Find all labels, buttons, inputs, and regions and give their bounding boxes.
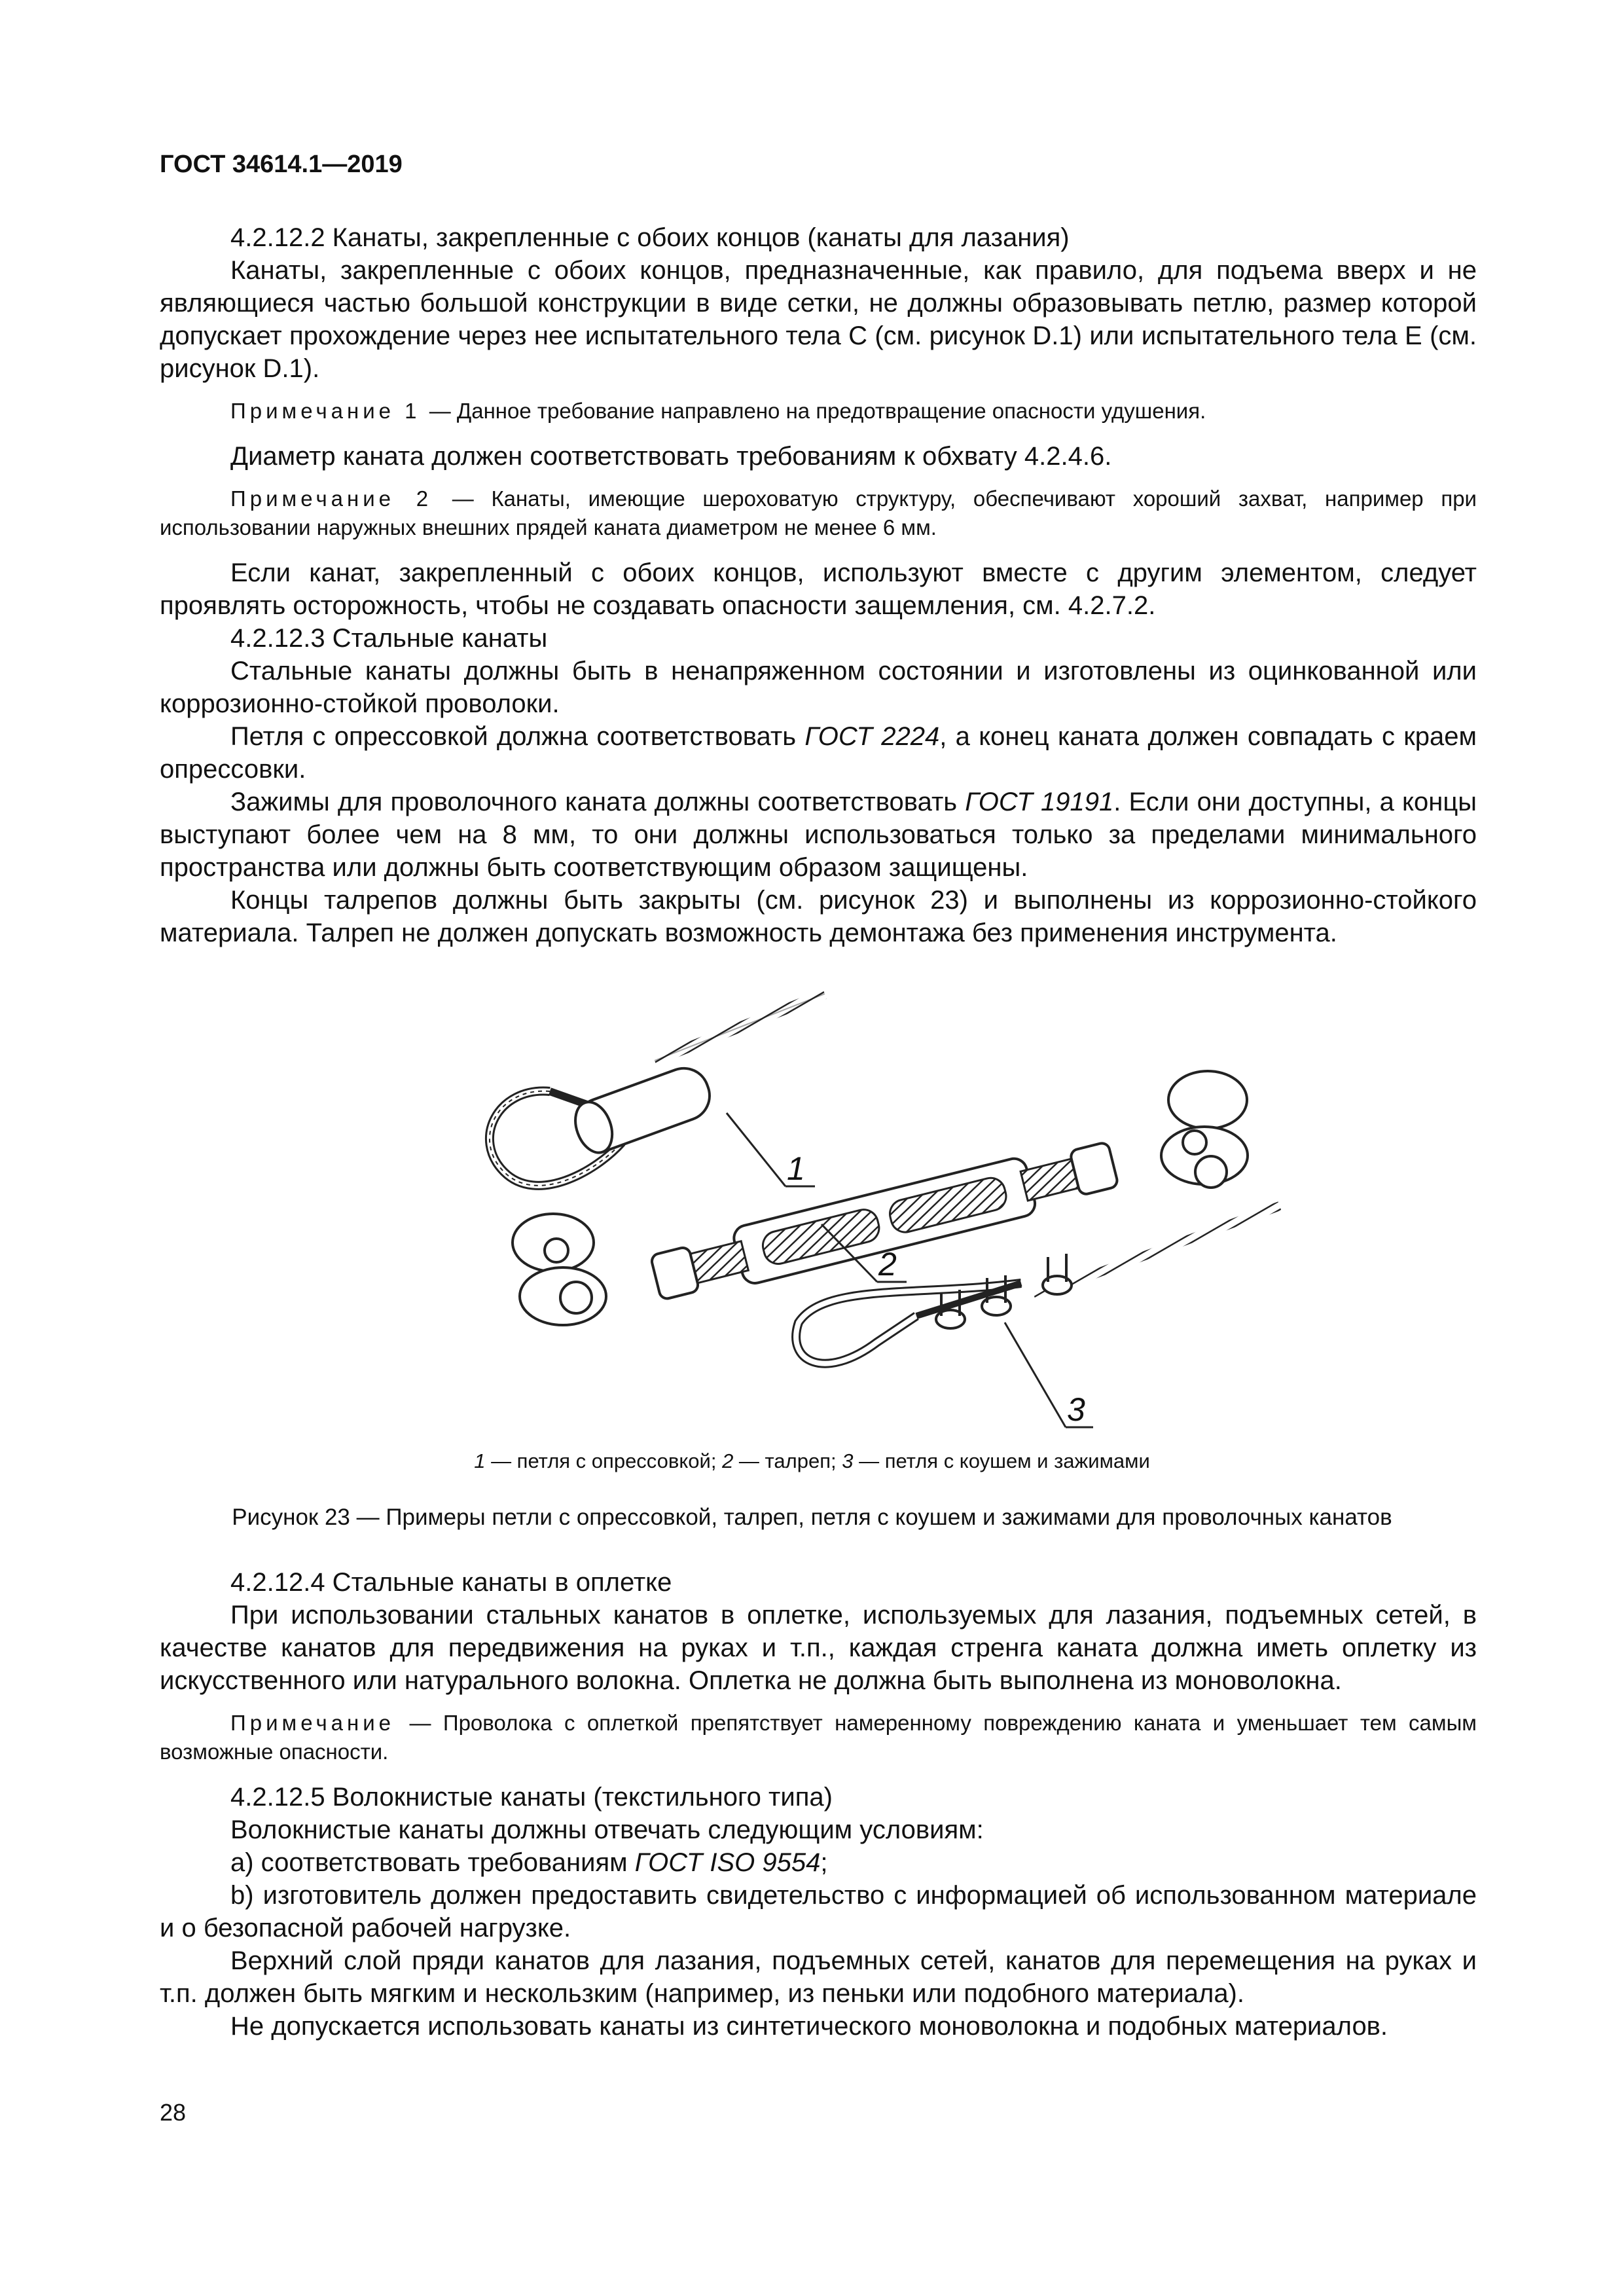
paragraph (160, 786, 1477, 884)
standard-reference: ГОСТ 19191 (965, 788, 1114, 816)
callout-3: 3 (1067, 1391, 1085, 1428)
text: а) соответствовать требованиям (230, 1848, 635, 1877)
note-1 (160, 397, 1477, 426)
standard-header: ГОСТ 34614.1—2019 (160, 151, 403, 178)
note-2 (160, 484, 1477, 542)
standard-reference: ГОСТ ISO 9554 (634, 1848, 821, 1877)
list-item-b: b) изготовитель должен предоставить свидетельство с информацией об использованном материале и о безопасной рабочей нагрузке. (160, 1881, 1477, 1942)
paragraph: Стальные канаты должны быть в ненапряженном состоянии и изготовлены из оцинкованной или коррозионно-стойкой проволоки. (160, 657, 1477, 718)
list-item-a (160, 1846, 1477, 1879)
paragraph: Если канат, закрепленный с обоих концов, используют вместе с другим элементом, следует проявлять осторожность, чтобы не создавать опасности защемления, см. 4.2.7.2. (160, 558, 1477, 620)
heading-4-2-12-4: 4.2.12.4 Стальные канаты в оплетке (230, 1568, 672, 1597)
paragraph: Волокнистые канаты должны отвечать следующим условиям: (230, 1815, 984, 1844)
text: , а конец каната должен совпадать с краем опрессовки. (160, 722, 1477, 784)
page-number: 28 (160, 2099, 187, 2126)
text: ; (820, 1848, 828, 1877)
heading-4-2-12-3: 4.2.12.3 Стальные канаты (230, 624, 548, 653)
pressed-loop-drawing (490, 994, 825, 1187)
standard-reference: ГОСТ 2224 (804, 722, 940, 751)
paragraph: Концы талрепов должны быть закрыты (см. рисунок 23) и выполнены из коррозионно-стойкого материала. Талреп не должен допускать возможность демонтажа без применения инструмента. (160, 886, 1477, 947)
text: Петля с опрессовкой должна соответствовать (230, 722, 805, 751)
figure-legend (0, 1449, 1624, 1473)
note-text: — Данное требование направлено на предотвращение опасности удушения. (423, 399, 1206, 423)
paragraph: Канаты, закрепленные с обоих концов, предназначенные, как правило, для подъема вверх и не являющиеся частью большой конструкции в виде сетки, не должны образовывать петлю, размер которой допускает прохождение через нее испытательного тела С (см. рисунок D.1) или испытательного тела Е (см. рисунок D.1). (160, 256, 1477, 383)
heading-4-2-12-5: 4.2.12.5 Волокнистые канаты (текстильного типа) (230, 1783, 833, 1812)
callout-2: 2 (878, 1246, 897, 1283)
legend-num: 1 (474, 1449, 486, 1472)
legend-text: — петля с коушем и зажимами (853, 1449, 1150, 1472)
paragraph: Не допускается использовать канаты из синтетического моноволокна и подобных материалов. (230, 2012, 1388, 2041)
section-b (160, 1566, 1477, 2043)
paragraph: При использовании стальных канатов в оплетке, используемых для лазания, подъемных сетей, в качестве канатов для передвижения на руках и т.п., каждая стренга каната должна иметь оплетку из искусственного или натурального волокна. Оплетка не должна быть выполнена из моноволокна. (160, 1601, 1477, 1695)
note-label: Примечание 1 (230, 399, 421, 423)
heading-4-2-12-2: 4.2.12.2 Канаты, закрепленные с обоих концов (канаты для лазания) (230, 223, 1070, 252)
legend-text: — талреп; (733, 1449, 842, 1472)
legend-num: 2 (722, 1449, 734, 1472)
note-label: Примечание 2 (230, 486, 433, 511)
paragraph: Диаметр каната должен соответствовать требованиям к обхвату 4.2.4.6. (230, 442, 1112, 471)
note-3 (160, 1709, 1477, 1766)
text: Зажимы для проволочного каната должны соответствовать (230, 788, 965, 816)
paragraph (160, 720, 1477, 786)
figure-23-illustration (458, 975, 1309, 1473)
legend-num: 3 (842, 1449, 854, 1472)
note-text: — Проволока с оплеткой препятствует намеренному повреждению каната и уменьшает тем самым возможные опасности. (160, 1711, 1477, 1764)
note-label: Примечание (230, 1711, 395, 1735)
section-a (160, 221, 1477, 949)
text: . Если они доступны, а концы выступают более чем на 8 мм, то они должны использоваться только за пределами минимального пространства или должны быть соответствующим образом защищены. (160, 788, 1477, 882)
figure-caption: Рисунок 23 — Примеры петли с опрессовкой, талреп, петля с коушем и зажимами для проволочных канатов (232, 1504, 1392, 1530)
paragraph: Верхний слой пряди канатов для лазания, подъемных сетей, канатов для перемещения на руках и т.п. должен быть мягким и нескользким (например, из пеньки или подобного материала). (160, 1946, 1477, 2008)
callout-1: 1 (787, 1150, 805, 1187)
legend-text: — петля с опрессовкой; (485, 1449, 723, 1472)
note-text: — Канаты, имеющие шероховатую структуру, обеспечивают хороший захват, например при использовании наружных внешних прядей каната диаметром не менее 6 мм. (160, 486, 1477, 539)
